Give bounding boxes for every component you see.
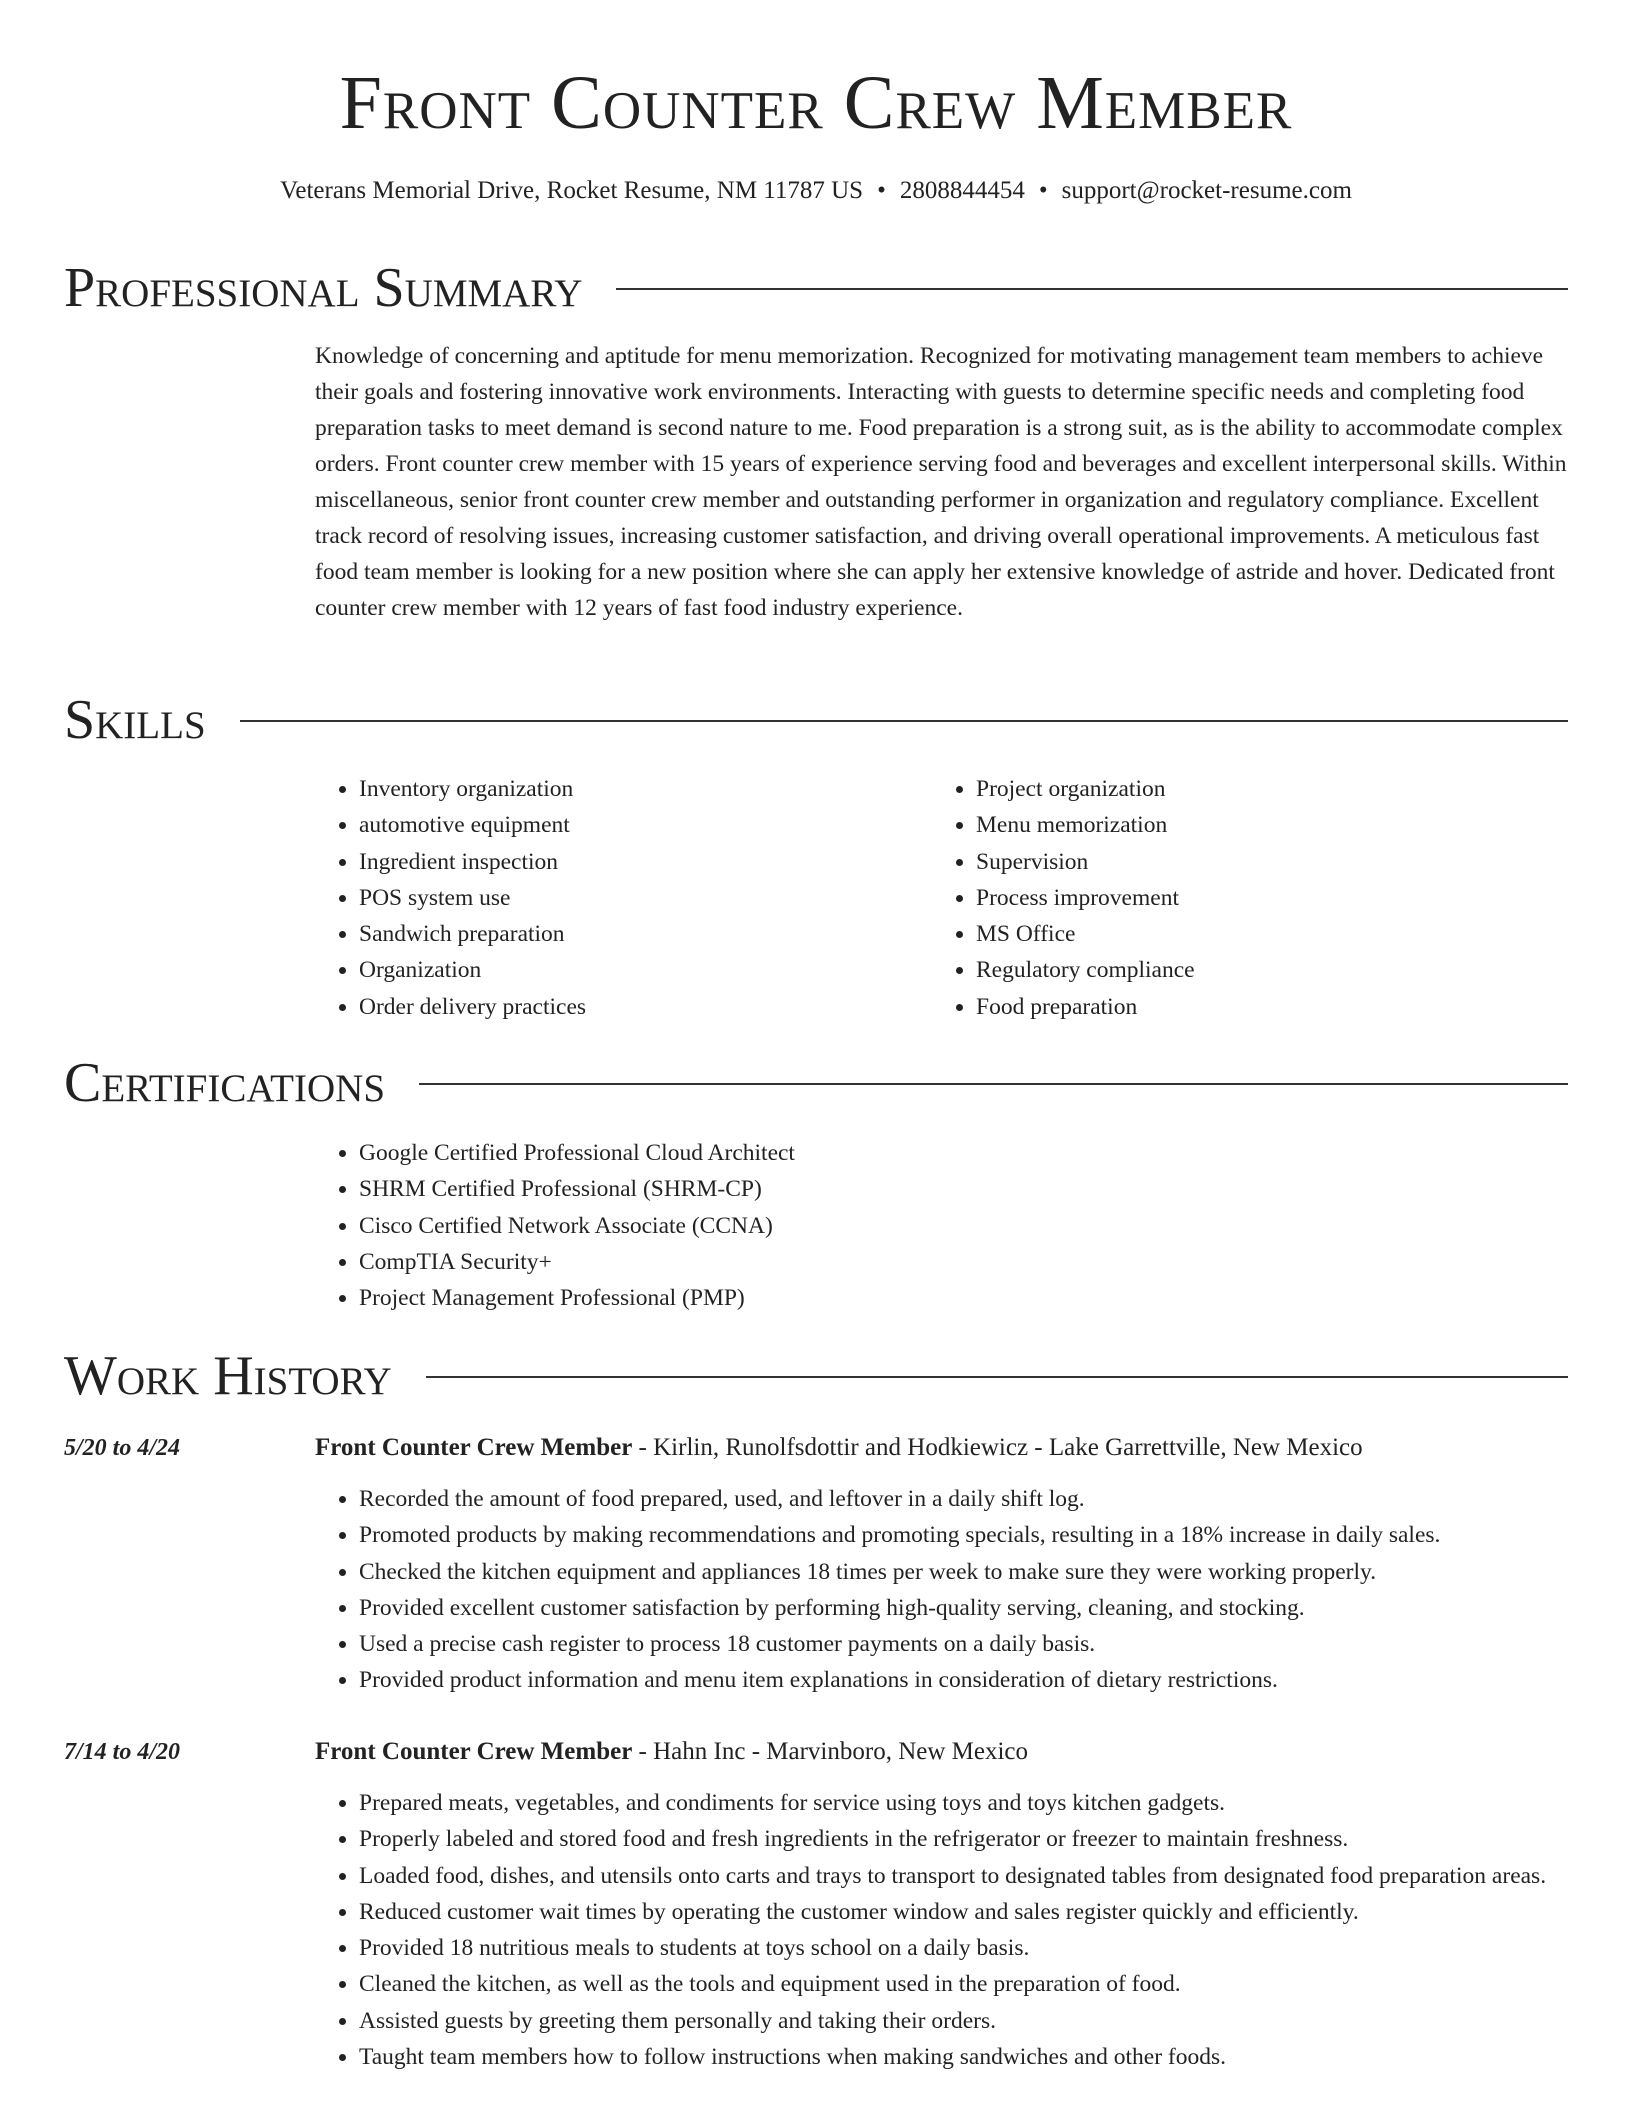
job-bullet: • Reduced customer wait times by operating the customer window and sales register quickly and efficiently. [359, 1894, 1575, 1930]
job-bullet: • Promoted products by making recommendations and promoting specials, resulting in a 18% increase in daily sales. [359, 1517, 1575, 1553]
contact-phone: 2808844454 [899, 177, 1025, 204]
skill-item: • automotive equipment [359, 807, 915, 843]
skills-list-right [932, 771, 1552, 1025]
contact-address: Veterans Memorial Drive, Rocket Resume, NM 11787 US [280, 177, 864, 204]
summary-section-header [64, 256, 1568, 320]
job-bullet: • Provided 18 nutritious meals to students at toys school on a daily basis. [359, 1930, 1575, 1966]
skills-left-column [315, 771, 915, 1025]
skill-item: • Order delivery practices [359, 989, 915, 1025]
section-divider [240, 720, 1568, 722]
skill-item: • Regulatory compliance [976, 952, 1552, 988]
skill-item: • POS system use [359, 880, 915, 916]
section-divider [616, 288, 1568, 290]
job-bullet: • Provided product information and menu item explanations in consideration of dietary restrictions. [359, 1662, 1575, 1698]
job-bullet: • Properly labeled and stored food and fresh ingredients in the refrigerator or freezer to maintain freshness. [359, 1821, 1575, 1857]
contact-line [0, 174, 1632, 208]
job-bullet: • Prepared meats, vegetables, and condiments for service using toys and toys kitchen gadgets. [359, 1785, 1575, 1821]
job-employer-location: - Kirlin, Runolfsdottir and Hodkiewicz - Lake Garrettville, New Mexico [632, 1434, 1363, 1461]
job-heading [315, 1431, 1575, 1465]
section-title-summary: Professional Summary [64, 257, 583, 319]
section-divider [419, 1083, 1568, 1085]
contact-email[interactable]: support@rocket-resume.com [1061, 177, 1352, 204]
job-heading [315, 1735, 1575, 1769]
summary-text: Knowledge of concerning and aptitude for menu memorization. Recognized for motivating management team members to achieve their goals and fostering innovative work environments. Interacting with guests to determine specific needs and completing food preparation tasks to meet demand is second nature to me. Food preparation is a strong suit, as is the ability to accommodate complex orders. Front counter crew member with 15 years of experience serving food and beverages and excellent interpersonal skills. Within miscellaneous, senior front counter crew member and outstanding performer in organization and regulatory compliance. Excellent track record of resolving issues, increasing customer satisfaction, and driving overall operational improvements. A meticulous fast food team member is looking for a new position where she can apply her extensive knowledge of astride and hover. Dedicated front counter crew member with 12 years of fast food industry experience. [315, 343, 1567, 621]
certifications-list [315, 1135, 1315, 1316]
skill-item: • Process improvement [976, 880, 1552, 916]
skill-item: • Ingredient inspection [359, 844, 915, 880]
contact-separator: • [877, 177, 886, 204]
skill-item: • Food preparation [976, 989, 1552, 1025]
section-title-certifications: Certifications [64, 1052, 386, 1114]
certifications-section-header [64, 1051, 1568, 1115]
skill-item: • Supervision [976, 844, 1552, 880]
job-dates: 5/20 to 4/24 [64, 1435, 181, 1461]
skill-item: • MS Office [976, 916, 1552, 952]
job-bullet: • Cleaned the kitchen, as well as the tools and equipment used in the preparation of food. [359, 1966, 1575, 2002]
job-bullet: • Checked the kitchen equipment and appliances 18 times per week to make sure they were working properly. [359, 1554, 1575, 1590]
skill-item: • Menu memorization [976, 807, 1552, 843]
work-history-section-header [64, 1344, 1568, 1408]
job-role: Front Counter Crew Member [315, 1738, 633, 1765]
certification-item: • Google Certified Professional Cloud Architect [359, 1135, 1315, 1171]
certification-item: • Project Management Professional (PMP) [359, 1280, 1315, 1316]
skills-right-column [932, 771, 1552, 1025]
job-bullet: • Recorded the amount of food prepared, used, and leftover in a daily shift log. [359, 1481, 1575, 1517]
job-bullet: • Loaded food, dishes, and utensils onto carts and trays to transport to designated tables from designated food preparation areas. [359, 1858, 1575, 1894]
candidate-name: Front Counter Crew Member [339, 61, 1293, 145]
job-bullet-list [315, 1481, 1575, 1699]
job-bullet: • Provided excellent customer satisfaction by performing high-quality serving, cleaning, and stocking. [359, 1590, 1575, 1626]
certification-item: • SHRM Certified Professional (SHRM-CP) [359, 1171, 1315, 1207]
skill-item: • Project organization [976, 771, 1552, 807]
skill-item: • Organization [359, 952, 915, 988]
certification-item: • CompTIA Security+ [359, 1244, 1315, 1280]
job-responsibilities [315, 1785, 1575, 2075]
job-bullet: • Used a precise cash register to process 18 customer payments on a daily basis. [359, 1626, 1575, 1662]
section-divider [426, 1376, 1568, 1378]
skill-item: • Inventory organization [359, 771, 915, 807]
skills-list-left [315, 771, 915, 1025]
job-employer-location: - Hahn Inc - Marvinboro, New Mexico [632, 1738, 1029, 1765]
skills-section-header [64, 688, 1568, 752]
job-bullet: • Assisted guests by greeting them personally and taking their orders. [359, 2003, 1575, 2039]
certifications-block [315, 1135, 1315, 1316]
section-title-work-history: Work History [64, 1345, 392, 1407]
job-role: Front Counter Crew Member [315, 1434, 633, 1461]
certification-item: • Cisco Certified Network Associate (CCNA) [359, 1208, 1315, 1244]
job-bullet: • Taught team members how to follow instructions when making sandwiches and other foods. [359, 2039, 1575, 2075]
contact-separator: • [1038, 177, 1048, 204]
section-title-skills: Skills [64, 689, 206, 751]
skill-item: • Sandwich preparation [359, 916, 915, 952]
job-bullet-list [315, 1785, 1575, 2075]
job-dates: 7/14 to 4/20 [64, 1739, 181, 1765]
job-responsibilities [315, 1481, 1575, 1699]
